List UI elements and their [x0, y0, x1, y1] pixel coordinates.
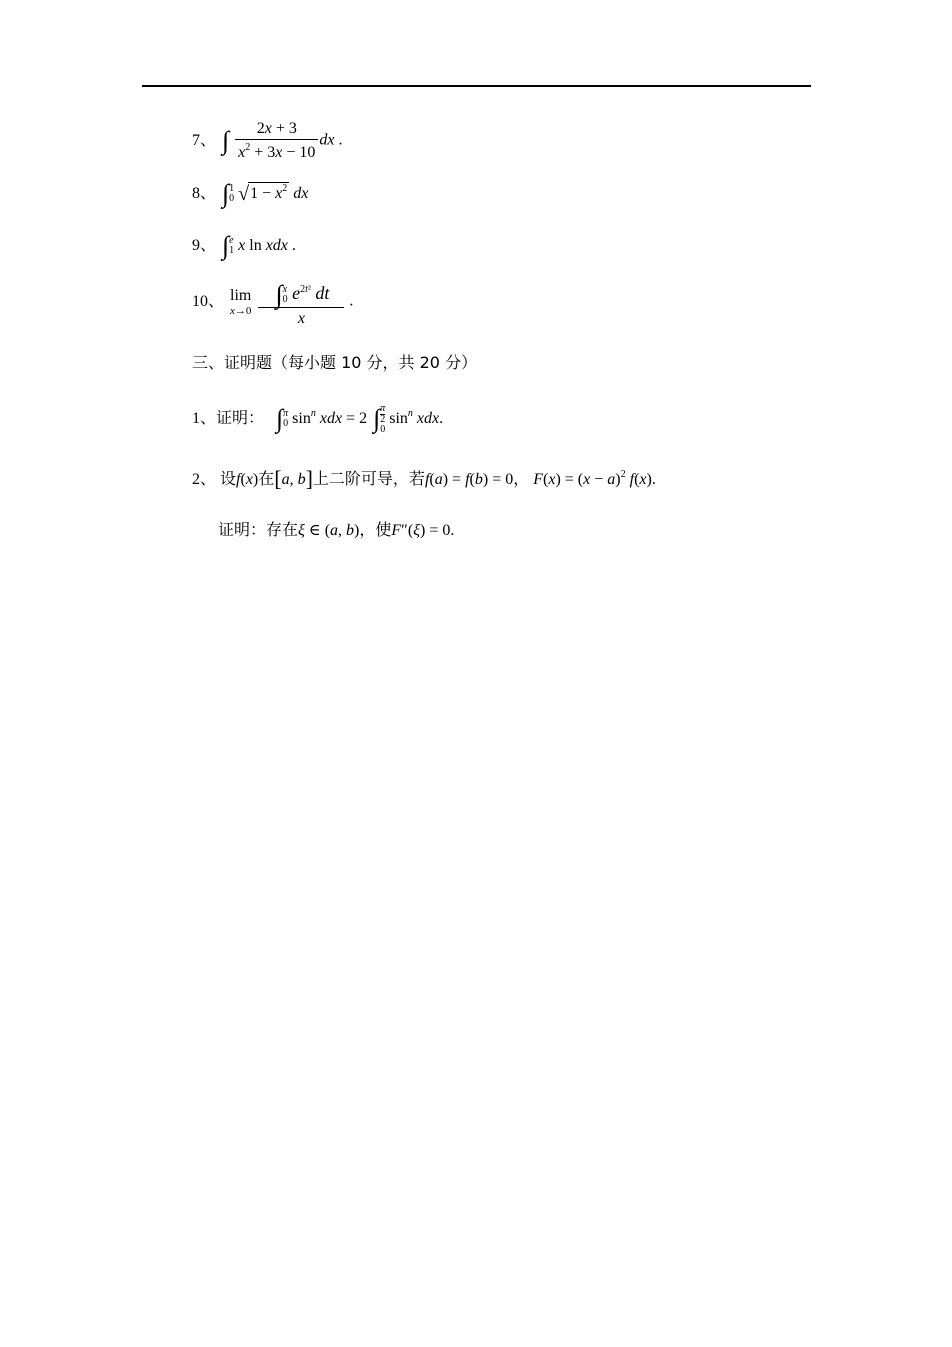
limit: lim x→0 [230, 287, 252, 317]
problem-number: 8、 [192, 185, 217, 202]
proof-1: 1、证明： ∫ π 0 $\sin^n$ xdx = 2 ∫ π 2 0 $\sin^n$ xdx. [192, 402, 444, 435]
integral-sign: ∫ [222, 179, 230, 208]
problem-10: 10、 lim x→0 ∫ x 0 $e^{2t^2}$ dt x . [192, 276, 353, 328]
proof-2: 2、 设f(x)在[a, b]上二阶可导，若f(a) = f(b) = 0， $F(x) = (x - a)^2$ f(x). [192, 466, 656, 491]
integral-sign: ∫ [222, 231, 230, 260]
integral-sign: ∫ [222, 125, 230, 155]
header-rule [142, 85, 811, 87]
problem-number: 7、 [192, 131, 217, 149]
proof-text: ，使 [359, 520, 392, 539]
proof-lead: 设 [220, 469, 237, 488]
sqrt-sign: √ [238, 183, 250, 205]
integral-sign: ∫ [276, 404, 284, 433]
proof-text: ， [513, 469, 530, 488]
proof-lead: 证明： [216, 408, 265, 427]
fraction: $\frac{2x + 3}{x^2 + 3x - 10}$ [235, 120, 318, 162]
section-heading: 三、证明题（每小题 10 分，共 20 分） [192, 353, 478, 372]
problem-7: 7、 ∫ $\frac{2x + 3}{x^2 + 3x - 10}$ dx . [192, 120, 343, 161]
problem-number: 1、 [192, 410, 217, 427]
integral-sign: ∫ [373, 404, 381, 433]
problem-number: 10、 [192, 292, 225, 310]
proof-text: 在 [258, 469, 275, 488]
problem-number: 2、 [192, 471, 217, 488]
proof-lead: 证明：存在 [218, 520, 299, 539]
fraction: ∫ x 0 $e^{2t^2}$ dt x [258, 276, 344, 328]
problem-8: 8、 ∫ 1 0 $√1 - x^2$ dx [192, 179, 309, 208]
problem-9: 9、 ∫ e 1 x ln xdx . [192, 231, 296, 260]
proof-2-claim: 证明：存在ξ ∈ (a, b)，使F″(ξ) = 0. [218, 520, 455, 539]
problem-number: 9、 [192, 237, 217, 254]
proof-text: 上二阶可导，若 [312, 469, 425, 488]
